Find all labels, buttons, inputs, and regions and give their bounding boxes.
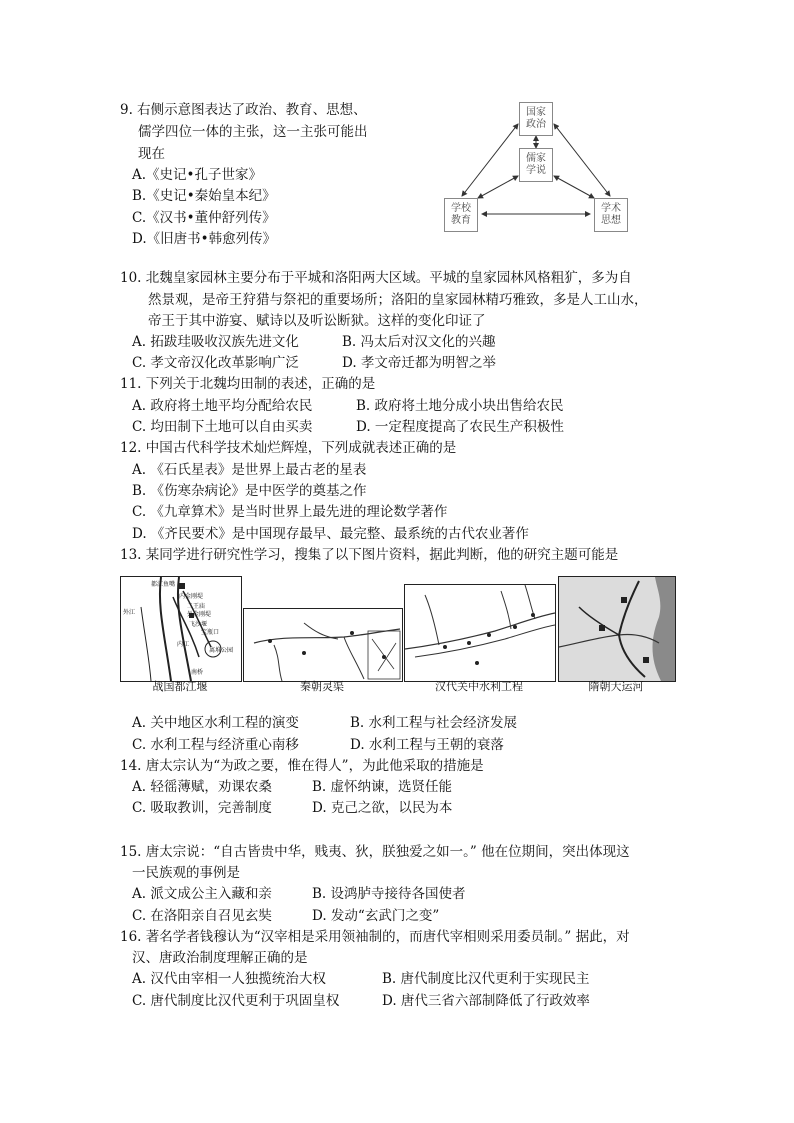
q11-option-a[interactable]: A. 政府将土地平均分配给农民 xyxy=(132,398,313,414)
q12-option-b[interactable]: B. 《伤寒杂病论》是中医学的奠基之作 xyxy=(132,483,367,499)
q10-option-b[interactable]: B. 冯太后对汉文化的兴趣 xyxy=(342,334,496,350)
q13-option-a[interactable]: A. 关中地区水利工程的演变 xyxy=(132,715,299,731)
q15-option-c[interactable]: C. 在洛阳亲自召见玄奘 xyxy=(132,908,272,924)
map-guanzhong xyxy=(404,584,556,682)
q13-option-d[interactable]: D. 水利工程与王朝的衰落 xyxy=(350,737,504,753)
q14-option-c[interactable]: C. 吸取教训，完善制度 xyxy=(132,800,272,816)
caption-lingqu: 秦朝灵渠 xyxy=(300,680,344,693)
map1-label-10: 南桥 xyxy=(191,669,204,676)
q10-stem-line-3: 帝王于其中游宴、赋诗以及听讼断狱。这样的变化印证了 xyxy=(148,313,486,329)
q16-stem-line-1: 16. 著名学者钱穆认为“汉宰相是采用领袖制的，而唐代宰相则采用委员制。” 据此，对 xyxy=(120,929,630,945)
map1-label-6: 宝瓶口 xyxy=(201,629,220,636)
q10-option-a[interactable]: A. 拓跋珪吸收汉族先进文化 xyxy=(132,334,299,350)
q11-option-c[interactable]: C. 均田制下土地可以自由买卖 xyxy=(132,419,313,435)
q15-option-a[interactable]: A. 派文成公主入藏和亲 xyxy=(132,886,272,902)
q9-stem-line-2: 儒学四位一体的主张，这一主张可能出 xyxy=(138,124,368,140)
q9-stem-line-1: 9. 右侧示意图表达了政治、教育、思想、 xyxy=(120,102,367,118)
q9-option-d[interactable]: D.《旧唐书•韩愈列传》 xyxy=(132,231,277,247)
q9-option-a[interactable]: A.《史记•孔子世家》 xyxy=(132,167,263,183)
q11-option-d[interactable]: D. 一定程度提高了农民生产积极性 xyxy=(356,419,564,435)
diagram-node-confucianism: 儒家 学说 xyxy=(519,148,553,182)
map1-label-7: 离堆公园 xyxy=(209,647,234,654)
q16-option-c[interactable]: C. 唐代制度比汉代更利于巩固皇权 xyxy=(132,993,340,1009)
map1-label-4: 外金刚堤 xyxy=(187,611,212,618)
q10-stem-line-1: 10. 北魏皇家园林主要分布于平城和洛阳两大区域。平城的皇家园林风格粗犷，多为自 xyxy=(120,270,632,286)
q14-option-a[interactable]: A. 轻徭薄赋，劝课农桑 xyxy=(132,779,272,795)
q15-option-d[interactable]: D. 发动“玄武门之变” xyxy=(312,908,440,924)
q16-option-b[interactable]: B. 唐代制度比汉代更利于实现民主 xyxy=(382,971,590,987)
map1-label-1: 都江鱼嘴 xyxy=(151,581,176,588)
q12-option-c[interactable]: C. 《九章算术》是当时世界上最先进的理论数学著作 xyxy=(132,504,448,520)
map-dujiangyan xyxy=(120,576,242,682)
q16-option-d[interactable]: D. 唐代三省六部制降低了行政效率 xyxy=(382,993,590,1009)
map1-label-9: 内江 xyxy=(177,641,190,648)
q15-option-b[interactable]: B. 设鸿胪寺接待各国使者 xyxy=(312,886,466,902)
diagram-node-politics: 国家 政治 xyxy=(519,102,553,136)
q10-option-c[interactable]: C. 孝文帝汉化改革影响广泛 xyxy=(132,355,299,371)
q12-option-a[interactable]: A. 《石氏星表》是世界上最古老的星表 xyxy=(132,462,367,478)
q12-stem: 12. 中国古代科学技术灿烂辉煌，下列成就表述正确的是 xyxy=(120,440,457,456)
lingqu-map-drawing xyxy=(244,609,402,681)
map1-label-2: 内金刚堤 xyxy=(179,593,204,600)
caption-grand-canal: 隋朝大运河 xyxy=(588,680,644,693)
grand-canal-map-drawing xyxy=(559,577,675,681)
q14-option-b[interactable]: B. 虚怀纳谏，选贤任能 xyxy=(312,779,453,795)
q12-option-d[interactable]: D. 《齐民要术》是中国现存最早、最完整、最系统的古代农业著作 xyxy=(132,526,529,542)
q14-stem: 14. 唐太宗认为“为政之要，惟在得人”，为此他采取的措施是 xyxy=(120,758,484,774)
q15-stem-line-2: 一民族观的事例是 xyxy=(132,865,240,881)
caption-dujiangyan: 战国都江堰 xyxy=(152,680,208,693)
q9-option-b[interactable]: B.《史记•秦始皇本纪》 xyxy=(132,188,276,204)
map1-label-5: 飞沙堰 xyxy=(189,621,208,628)
map-grand-canal xyxy=(558,576,676,682)
q13-option-c[interactable]: C. 水利工程与经济重心南移 xyxy=(132,737,299,753)
map-lingqu xyxy=(243,608,403,682)
q16-stem-line-2: 汉、唐政治制度理解正确的是 xyxy=(132,950,308,966)
q16-option-a[interactable]: A. 汉代由宰相一人独揽统治大权 xyxy=(132,971,326,987)
q14-option-d[interactable]: D. 克己之欲，以民为本 xyxy=(312,800,453,816)
q11-stem: 11. 下列关于北魏均田制的表述，正确的是 xyxy=(120,376,376,392)
guanzhong-map-drawing xyxy=(405,585,555,681)
map1-label-3: 二王庙 xyxy=(187,603,206,610)
caption-guanzhong: 汉代关中水利工程 xyxy=(435,680,523,693)
q15-stem-line-1: 15. 唐太宗说：“自古皆贵中华，贱夷、狄，朕独爱之如一。” 他在位期间，突出体现这 xyxy=(120,844,630,860)
q10-stem-line-2: 然景观，是帝王狩猎与祭祀的重要场所；洛阳的皇家园林精巧雅致，多是人工山水， xyxy=(148,292,648,308)
q13-option-b[interactable]: B. 水利工程与社会经济发展 xyxy=(350,715,518,731)
q11-option-b[interactable]: B. 政府将土地分成小块出售给农民 xyxy=(356,398,564,414)
q9-option-c[interactable]: C.《汉书•董仲舒列传》 xyxy=(132,210,276,226)
q13-stem: 13. 某同学进行研究性学习，搜集了以下图片资料，据此判断，他的研究主题可能是 xyxy=(120,547,619,563)
diagram-node-education: 学校 教育 xyxy=(444,198,478,232)
map1-label-8: 外江 xyxy=(123,609,136,616)
q9-stem-line-3: 现在 xyxy=(138,146,165,162)
q10-option-d[interactable]: D. 孝文帝迁都为明智之举 xyxy=(342,355,496,371)
diagram-node-thought: 学术 思想 xyxy=(594,198,628,232)
